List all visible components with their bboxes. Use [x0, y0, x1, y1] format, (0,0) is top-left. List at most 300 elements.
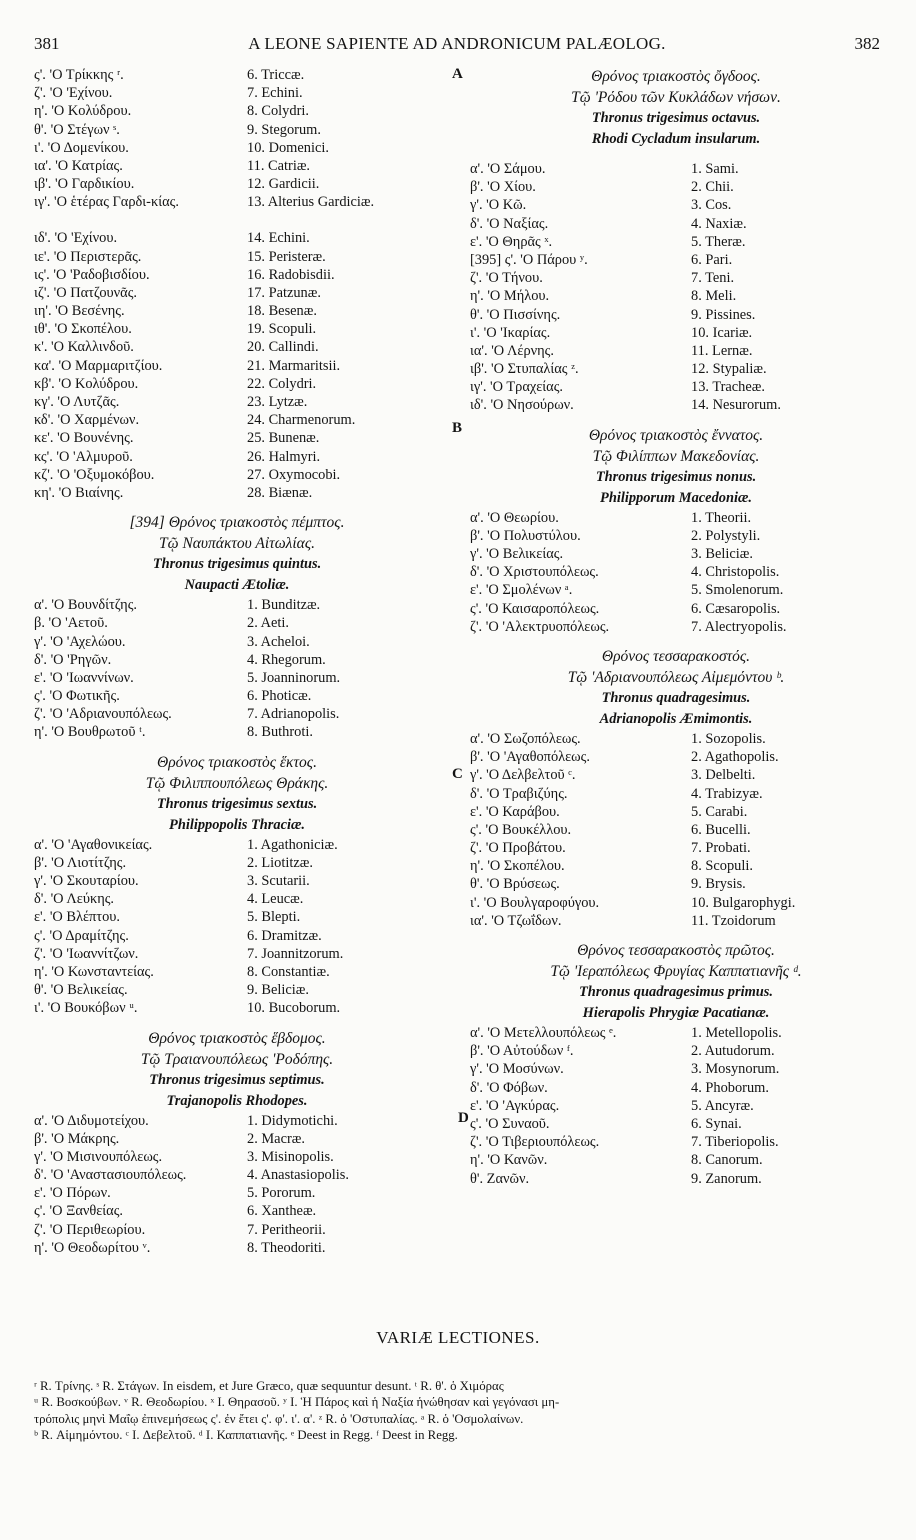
greek-see-name: β'. 'Ο Πολυστύλου.: [470, 527, 581, 544]
greek-see-name: ε'. 'Ο 'Ιωαννίνων.: [34, 669, 134, 686]
section-gap: [34, 1018, 440, 1028]
greek-see-name: δ'. 'Ο Ναξίας.: [470, 215, 549, 232]
list-item: [34, 102, 440, 120]
greek-see-name: η'. 'Ο Μήλου.: [470, 288, 550, 305]
greek-see-name: ιγ'. 'Ο Τραχείας.: [470, 379, 563, 396]
list-item: [466, 912, 886, 930]
throne-heading-greek: Θρόνος τριακοστὸς ἔννατος.: [588, 426, 764, 444]
latin-see-name: 2. Chii.: [691, 179, 734, 196]
greek-see-name: ε'. 'Ο Βλέπτου.: [34, 909, 120, 926]
latin-see-name: 2. Liotitzæ.: [247, 854, 313, 871]
latin-see-name: 1. Theorii.: [691, 509, 752, 526]
list-item: [34, 614, 440, 632]
latin-see-name: 24. Charmenorum.: [247, 412, 356, 429]
latin-see-name: 1. Didymotichi.: [247, 1112, 338, 1129]
greek-see-name: ι'. 'Ο Δομενίκου.: [34, 139, 129, 156]
page-number-left: 381: [34, 34, 60, 53]
list-item: [466, 196, 886, 214]
list-item: [34, 284, 440, 302]
section-gap: [466, 415, 886, 425]
margin-letter-a: A: [452, 66, 463, 82]
greek-see-name: β'. 'Ο Χίου.: [470, 179, 536, 196]
throne-heading-latin: Thronus quadragesimus.: [601, 689, 751, 706]
greek-see-name: ς'. 'Ο Καισαροπόλεως.: [470, 600, 600, 617]
list-item: [34, 596, 440, 614]
latin-see-name: 8. Constantiæ.: [247, 963, 330, 980]
latin-see-name: 7. Echini.: [247, 85, 303, 102]
margin-letter-d: D: [458, 1110, 469, 1126]
greek-see-name: β'. 'Ο 'Αγαθοπόλεως.: [470, 749, 590, 766]
latin-see-name: 8. Buthroti.: [247, 724, 313, 741]
greek-see-name: ζ'. 'Ο Τιβεριουπόλεως.: [470, 1134, 600, 1151]
greek-see-name: ιβ'. 'Ο Γαρδικίου.: [34, 176, 135, 193]
list-item: [466, 821, 886, 839]
latin-see-name: 20. Callindi.: [247, 339, 319, 356]
greek-see-name: β'. 'Ο Μάκρης.: [34, 1130, 120, 1147]
list-item: [34, 357, 440, 375]
list-item: [34, 651, 440, 669]
greek-see-name: β'. 'Ο Λιοτίτζης.: [34, 854, 127, 871]
greek-see-name: δ'. 'Ο 'Αναστασιουπόλεως.: [34, 1167, 187, 1184]
latin-see-name: 9. Pissines.: [691, 306, 756, 323]
greek-see-name: κα'. 'Ο Μαρμαριτζίου.: [34, 357, 163, 374]
list-item: [34, 429, 440, 447]
greek-see-name: θ'. 'Ο Βελικείας.: [34, 982, 128, 999]
greek-see-name: ε'. 'Ο Πόρων.: [34, 1185, 111, 1202]
list-item: [466, 581, 886, 599]
greek-see-name: γ'. 'Ο Μοσύνων.: [470, 1061, 564, 1078]
latin-see-name: 16. Radobisdii.: [247, 266, 335, 283]
latin-see-name: 26. Halmyri.: [247, 448, 321, 465]
list-item: [34, 484, 440, 502]
greek-see-name: ς'. 'Ο Ξανθείας.: [34, 1203, 124, 1220]
greek-see-name: ιθ'. 'Ο Σκοπέλου.: [34, 321, 132, 338]
list-item: [34, 1239, 440, 1257]
greek-see-name: ς'. 'Ο Συναοῦ.: [470, 1115, 550, 1132]
greek-see-name: ζ'. 'Ο 'Ιωαννίτζων.: [34, 945, 139, 962]
greek-see-name: ς'. 'Ο Βουκέλλου.: [470, 821, 572, 838]
greek-see-name: α'. 'Ο Σωζοπόλεως.: [470, 730, 581, 747]
list-item: [466, 324, 886, 342]
greek-see-name: δ'. 'Ο Χριστουπόλεως.: [470, 564, 599, 581]
latin-see-name: 2. Polystyli.: [691, 527, 761, 544]
throne-subheading-greek: Τῷ 'Ιεραπόλεως Φρυγίας Καππατιανῆς ᵈ.: [550, 963, 802, 980]
list-item: [34, 908, 440, 926]
list-item: [34, 1166, 440, 1184]
latin-see-name: 7. Joannitzorum.: [247, 945, 344, 962]
greek-see-name: α'. 'Ο Θεωρίου.: [470, 509, 559, 526]
list-item: [34, 633, 440, 651]
section-gap: [34, 502, 440, 512]
list-item: [34, 193, 440, 229]
greek-see-name: κδ'. 'Ο Χαρμένων.: [34, 412, 140, 429]
greek-see-name: γ'. 'Ο Βελικείας.: [470, 546, 564, 562]
greek-see-name: ιε'. 'Ο Περιστερᾶς.: [34, 248, 142, 265]
list-item: [34, 723, 440, 741]
latin-see-name: 5. Ancyræ.: [691, 1097, 754, 1114]
latin-see-name: 7. Teni.: [691, 270, 735, 287]
list-item: [466, 618, 886, 636]
right-column: [466, 66, 886, 1188]
latin-see-name: 1. Bunditzæ.: [247, 597, 321, 614]
list-item: [466, 160, 886, 178]
list-item: [34, 66, 440, 84]
greek-see-name: δ'. 'Ο Λεύκης.: [34, 891, 115, 908]
greek-see-name: ιη'. 'Ο Βεσένης.: [34, 303, 125, 320]
latin-see-name: 9. Stegorum.: [247, 121, 321, 138]
latin-see-name: 4. Phoborum.: [691, 1079, 769, 1096]
throne-subheading-greek: Τῷ Φιλίππων Μακεδονίας.: [592, 447, 760, 465]
note-line: ᵘ R. Βοσκούβων. ᵛ R. Θεοδωρίου. ˣ I. Θηρασοῦ. ʸ I. Ἡ Πάρος καὶ ἡ Ναξία ἡνώθησαν καὶ γεγόνασι μη-: [34, 1395, 560, 1410]
latin-see-name: 3. Acheloi.: [247, 633, 310, 650]
greek-see-name: ιδ'. 'Ο 'Εχίνου.: [34, 230, 118, 247]
greek-see-name: α'. 'Ο Βουνδίτζης.: [34, 597, 137, 614]
greek-see-name: κε'. 'Ο Βουνένης.: [34, 430, 134, 447]
greek-see-name: κη'. 'Ο Βιαίνης.: [34, 484, 124, 501]
latin-see-name: 15. Peristeræ.: [247, 248, 326, 265]
greek-see-name: ζ'. 'Ο 'Αλεκτρυοπόλεως.: [470, 618, 610, 635]
list-item: [34, 1112, 440, 1130]
list-item: [34, 248, 440, 266]
list-item: [34, 1202, 440, 1220]
latin-see-name: 4. Trabizyæ.: [691, 785, 763, 802]
latin-see-name: 2. Agathopolis.: [691, 749, 779, 766]
list-item: [34, 393, 440, 411]
list-item: [34, 927, 440, 945]
list-item: [466, 233, 886, 251]
latin-see-name: 7. Peritheorii.: [247, 1221, 326, 1238]
latin-see-name: 6. Synai.: [691, 1115, 742, 1132]
list-item: [34, 963, 440, 981]
latin-see-name: 7. Adrianopolis.: [247, 706, 340, 723]
greek-see-name: ζ'. 'Ο 'Αδριανουπόλεως.: [34, 706, 172, 723]
greek-see-name: θ'. 'Ο Στέγων ˢ.: [34, 121, 120, 138]
list-item: [34, 1221, 440, 1239]
list-item: [34, 872, 440, 890]
latin-see-name: 6. Xantheæ.: [247, 1203, 317, 1220]
throne-subheading-latin: Naupacti Ætoliæ.: [184, 577, 290, 594]
throne-subheading-greek: Τῷ Ναυπάκτου Αἰτωλίας.: [159, 535, 315, 553]
greek-see-name: δ'. 'Ο Φόβων.: [470, 1079, 548, 1096]
throne-subheading-latin: Philipporum Macedoniæ.: [600, 489, 752, 506]
note-line: ᵇ R. Αἱμημόντου. ᶜ I. Δεβελτοῦ. ᵈ I. Καππατιανῆς. ᵉ Deest in Regg. ᶠ Deest in Regg.: [34, 1428, 458, 1443]
greek-see-name: θ'. 'Ο Πισσίνης.: [470, 306, 561, 323]
margin-letter-c: C: [452, 766, 463, 782]
greek-see-name: η'. 'Ο Σκοπέλου.: [470, 858, 565, 875]
list-item: [34, 375, 440, 393]
greek-see-name: ς'. 'Ο Δραμίτζης.: [34, 927, 129, 944]
latin-see-name: 10. Icariæ.: [691, 324, 753, 341]
list-item: [34, 1148, 440, 1166]
greek-see-name: ια'. 'Ο Κατρίας.: [34, 157, 123, 174]
latin-see-name: 6. Pari.: [691, 251, 733, 268]
greek-see-name: η'. 'Ο Βουθρωτοῦ ᵗ.: [34, 724, 146, 741]
greek-see-name: ι'. 'Ο Βουλγαροφύγου.: [470, 894, 600, 911]
list-item: [466, 748, 886, 766]
latin-see-name: 21. Marmaritsii.: [247, 357, 341, 374]
greek-see-name: γ'. 'Ο Δελβελτοῦ ᶜ.: [470, 767, 576, 784]
greek-see-name: ια'. 'Ο Τζωΐδων.: [470, 912, 562, 929]
list-item: [466, 1170, 886, 1188]
list-item: [34, 320, 440, 338]
greek-see-name: δ'. 'Ο 'Ρηγῶν.: [34, 651, 112, 668]
greek-see-name: ε'. 'Ο Καράβου.: [470, 803, 560, 820]
greek-see-name: ζ'. 'Ο Περιθεωρίου.: [34, 1221, 146, 1238]
latin-see-name: 8. Scopuli.: [691, 858, 753, 875]
list-item: [34, 157, 440, 175]
list-item: [466, 1079, 886, 1097]
list-item: [466, 287, 886, 305]
note-line: ʳ R. Τρίνης. ˢ R. Στάγων. In eisdem, et Jure Græco, quæ sequuntur desunt. ᵗ R. θ'. ὁ Χιμόρας: [34, 1379, 504, 1393]
list-item: [466, 545, 886, 563]
list-item: [34, 705, 440, 723]
throne-heading-latin: Thronus trigesimus quintus.: [152, 556, 322, 573]
list-item: [466, 509, 886, 527]
throne-subheading-greek: Τῷ 'Ρόδου τῶν Κυκλάδων νήσων.: [571, 89, 781, 106]
throne-heading-greek: Θρόνος τριακοστὸς ἕκτος.: [157, 753, 317, 771]
throne-heading-greek: Θρόνος τριακοστὸς ὄγδοος.: [591, 68, 761, 85]
list-item: [466, 1024, 886, 1042]
latin-see-name: 4. Christopolis.: [691, 564, 780, 581]
greek-see-name: ς'. 'Ο Φωτικῆς.: [34, 688, 120, 705]
greek-see-name: ζ'. 'Ο Τήνου.: [470, 270, 543, 287]
greek-see-name: ιβ'. 'Ο Στυπαλίας ᶻ.: [470, 361, 579, 378]
greek-see-name: θ'. 'Ο Βρύσεως.: [470, 876, 560, 893]
list-item: [466, 1042, 886, 1060]
latin-see-name: 6. Dramitzæ.: [247, 927, 322, 944]
greek-see-name: α'. 'Ο Διδυμοτείχου.: [34, 1112, 149, 1129]
latin-see-name: 14. Echini.: [247, 230, 310, 247]
latin-see-name: 18. Besenæ.: [247, 303, 317, 320]
latin-see-name: 7. Tiberiopolis.: [691, 1134, 779, 1151]
greek-see-name: ζ'. 'Ο 'Εχίνου.: [34, 85, 113, 102]
greek-see-name: γ'. 'Ο Μισινουπόλεως.: [34, 1148, 163, 1165]
throne-heading-latin: Thronus trigesimus nonus.: [595, 468, 757, 485]
latin-see-name: 14. Nesurorum.: [691, 397, 781, 414]
list-item: [34, 175, 440, 193]
margin-letter-b: B: [452, 420, 463, 436]
latin-see-name: 22. Colydri.: [247, 375, 317, 392]
latin-see-name: 3. Beliciæ.: [691, 546, 753, 562]
throne-heading-latin: Thronus trigesimus sextus.: [156, 795, 318, 812]
throne-heading-greek: Θρόνος τεσσαρακοστὸς πρῶτος.: [577, 942, 775, 959]
list-item: [34, 121, 440, 139]
throne-subheading-latin: Trajanopolis Rhodopes.: [166, 1092, 308, 1109]
greek-see-name: η'. 'Ο Κωνσταντείας.: [34, 963, 154, 980]
greek-see-name: β. 'Ο 'Αετοῦ.: [34, 615, 108, 632]
latin-see-name: 27. Oxymocobi.: [247, 466, 341, 483]
latin-see-name: 25. Bunenæ.: [247, 430, 320, 447]
list-item: [466, 215, 886, 233]
list-item: [34, 854, 440, 872]
list-item: [34, 448, 440, 466]
throne-heading-latin: Thronus trigesimus octavus.: [591, 110, 761, 126]
throne-heading-greek: Θρόνος τεσσαρακοστός.: [601, 647, 751, 665]
list-item: [34, 999, 440, 1017]
running-title: A LEONE SAPIENTE AD ANDRONICUM PALÆOLOG.: [248, 34, 666, 53]
greek-see-name: κγ'. 'Ο Λυτζᾶς.: [34, 394, 120, 410]
greek-see-name: α'. 'Ο 'Αγαθονικείας.: [34, 836, 153, 853]
throne-subheading-greek: Τῷ 'Αδριανουπόλεως Αἰμεμόντου ᵇ.: [567, 668, 785, 686]
note-line: τρόπολις μηνὶ Μαΐῳ ἐπινεμήσεως ς'. ἐν ἔτει ς'. φ'. ι'. α'. ᶻ R. ὁ 'Οστυπαλίας. ᵃ R. ὁ 'Οσμολαίνων.: [34, 1411, 524, 1426]
greek-see-name: ιγ'. 'Ο ἑτέρας Γαρδι-κίας.: [34, 194, 179, 211]
latin-see-name: 6. Triccæ.: [247, 67, 305, 83]
section-gap: [466, 150, 886, 160]
list-item: [34, 1184, 440, 1202]
latin-see-name: 4. Anastasiopolis.: [247, 1167, 349, 1184]
latin-see-name: 3. Misinopolis.: [247, 1148, 334, 1165]
latin-see-name: 3. Delbelti.: [691, 767, 756, 784]
greek-see-name: ιζ'. 'Ο Πατζουνᾶς.: [34, 284, 138, 301]
greek-see-name: β'. 'Ο Αὐτούδων ᶠ.: [470, 1043, 574, 1060]
list-item: [34, 836, 440, 854]
list-item: [466, 1097, 886, 1115]
list-item: [34, 945, 440, 963]
latin-see-name: 1. Metellopolis.: [691, 1025, 782, 1041]
greek-see-name: ε'. 'Ο Σμολένων ᵃ.: [470, 582, 573, 599]
list-item: [466, 396, 886, 414]
greek-see-name: γ'. 'Ο Σκουταρίου.: [34, 873, 139, 889]
latin-see-name: 1. Agathoniciæ.: [247, 836, 338, 853]
list-item: [34, 687, 440, 705]
greek-see-name: ις'. 'Ο 'Ραδοβισδίου.: [34, 266, 150, 283]
latin-see-name: 13. Alterius Gardiciæ.: [247, 194, 375, 211]
list-item: [34, 466, 440, 484]
list-item: [466, 839, 886, 857]
left-column: [34, 66, 440, 1257]
latin-see-name: 4. Naxiæ.: [691, 215, 747, 232]
list-item: [466, 785, 886, 803]
variae-heading: VARIÆ LECTIONES.: [376, 1328, 540, 1347]
latin-see-name: 11. Catriæ.: [247, 157, 311, 174]
latin-see-name: 6. Bucelli.: [691, 821, 751, 838]
latin-see-name: 1. Sozopolis.: [691, 730, 766, 747]
greek-see-name: ιδ'. 'Ο Νησούρων.: [470, 397, 574, 414]
latin-see-name: 11. Lernæ.: [691, 342, 753, 359]
list-item: [466, 875, 886, 893]
list-item: [466, 803, 886, 821]
latin-see-name: 17. Patzunæ.: [247, 284, 321, 301]
latin-see-name: 11. Tzoidorum: [691, 912, 776, 929]
greek-see-name: ζ'. 'Ο Προβάτου.: [470, 840, 566, 857]
list-item: [466, 563, 886, 581]
latin-see-name: 6. Photicæ.: [247, 688, 312, 705]
list-item: [34, 981, 440, 999]
section-gap: [34, 742, 440, 752]
list-item: [466, 766, 886, 784]
greek-see-name: ι'. 'Ο Βουκόβων ᵘ.: [34, 1000, 138, 1017]
latin-see-name: 10. Bucoborum.: [247, 1000, 341, 1017]
greek-see-name: ς'. 'Ο Τρίκκης ʳ.: [34, 67, 124, 83]
throne-heading-greek: [394] Θρόνος τριακοστὸς πέμπτος.: [129, 514, 345, 532]
latin-see-name: 3. Mosynorum.: [691, 1061, 780, 1078]
throne-subheading-latin: Hierapolis Phrygiæ Pacatianæ.: [582, 1005, 770, 1021]
greek-see-name: [395] ς'. 'Ο Πάρου ʸ.: [470, 251, 588, 268]
variae-notes: [34, 1378, 884, 1444]
throne-heading-latin: Thronus quadragesimus primus.: [579, 984, 773, 1000]
latin-see-name: 9. Beliciæ.: [247, 982, 309, 999]
running-header: [34, 34, 880, 60]
greek-see-name: γ'. 'Ο 'Αχελώου.: [34, 633, 126, 650]
greek-see-name: γ'. 'Ο Κῶ.: [470, 197, 527, 214]
list-item: [466, 178, 886, 196]
list-item: [34, 890, 440, 908]
greek-see-name: η'. 'Ο Κανῶν.: [470, 1152, 548, 1169]
greek-see-name: α'. 'Ο Σάμου.: [470, 161, 546, 177]
list-item: [34, 84, 440, 102]
latin-see-name: 3. Scutarii.: [247, 873, 310, 889]
latin-see-name: 4. Leucæ.: [247, 891, 304, 908]
list-item: [466, 1151, 886, 1169]
greek-see-name: η'. 'Ο Κολύδρου.: [34, 103, 132, 120]
list-item: [34, 1130, 440, 1148]
section-gap: [466, 636, 886, 646]
throne-subheading-greek: Τῷ Τραιανουπόλεως 'Ροδόπης.: [140, 1050, 334, 1068]
latin-see-name: 3. Cos.: [691, 197, 732, 214]
greek-see-name: ι'. 'Ο 'Ικαρίας.: [470, 324, 551, 341]
greek-see-name: η'. 'Ο Θεοδωρίτου ᵛ.: [34, 1239, 151, 1256]
list-item: [466, 1133, 886, 1151]
throne-heading-greek: Θρόνος τριακοστὸς ἕβδομος.: [148, 1029, 326, 1047]
greek-see-name: κς'. 'Ο 'Αλμυροῦ.: [34, 448, 133, 465]
latin-see-name: 5. Theræ.: [691, 233, 746, 250]
throne-subheading-greek: Τῷ Φιλιππουπόλεως Θράκης.: [145, 774, 329, 792]
latin-see-name: 5. Carabi.: [691, 803, 748, 820]
greek-see-name: ε'. 'Ο 'Αγκύρας.: [470, 1097, 560, 1114]
latin-see-name: 10. Bulgarophygi.: [691, 894, 796, 911]
greek-see-name: κβ'. 'Ο Κολύδρου.: [34, 375, 139, 392]
list-item: [466, 600, 886, 618]
latin-see-name: 9. Zanorum.: [691, 1170, 762, 1187]
list-item: [34, 266, 440, 284]
throne-subheading-latin: Adrianopolis Æmimontis.: [599, 710, 753, 727]
latin-see-name: 7. Alectryopolis.: [691, 618, 787, 635]
latin-see-name: 5. Smolenorum.: [691, 582, 784, 599]
list-item: [466, 342, 886, 360]
list-item: [466, 1115, 886, 1133]
latin-see-name: 5. Joanninorum.: [247, 669, 341, 686]
list-item: [466, 251, 886, 269]
list-item: [466, 527, 886, 545]
latin-see-name: 7. Probati.: [691, 840, 751, 857]
list-item: [466, 1060, 886, 1078]
latin-see-name: 1. Sami.: [691, 161, 739, 177]
list-item: [34, 338, 440, 356]
latin-see-name: 2. Aeti.: [247, 615, 289, 632]
throne-heading-latin: Thronus trigesimus septimus.: [149, 1071, 325, 1088]
latin-see-name: 9. Brysis.: [691, 876, 746, 893]
list-item: [34, 229, 440, 247]
list-item: [34, 411, 440, 429]
latin-see-name: 19. Scopuli.: [247, 321, 317, 338]
list-item: [34, 302, 440, 320]
throne-subheading-latin: Rhodi Cycladum insularum.: [591, 131, 761, 147]
latin-see-name: 8. Theodoriti.: [247, 1239, 326, 1256]
list-item: [34, 669, 440, 687]
list-item: [466, 378, 886, 396]
page-number-right: 382: [854, 34, 880, 53]
latin-see-name: 12. Stypaliæ.: [691, 361, 767, 378]
greek-see-name: ια'. 'Ο Λέρνης.: [470, 342, 554, 359]
latin-see-name: 13. Tracheæ.: [691, 379, 765, 396]
latin-see-name: 8. Meli.: [691, 288, 737, 305]
greek-see-name: ε'. 'Ο Θηρᾶς ˣ.: [470, 233, 553, 250]
greek-see-name: α'. 'Ο Μετελλουπόλεως ᵉ.: [470, 1025, 617, 1041]
list-item: [466, 269, 886, 287]
greek-see-name: θ'. Ζανῶν.: [470, 1170, 530, 1187]
list-item: [466, 306, 886, 324]
list-item: [466, 730, 886, 748]
